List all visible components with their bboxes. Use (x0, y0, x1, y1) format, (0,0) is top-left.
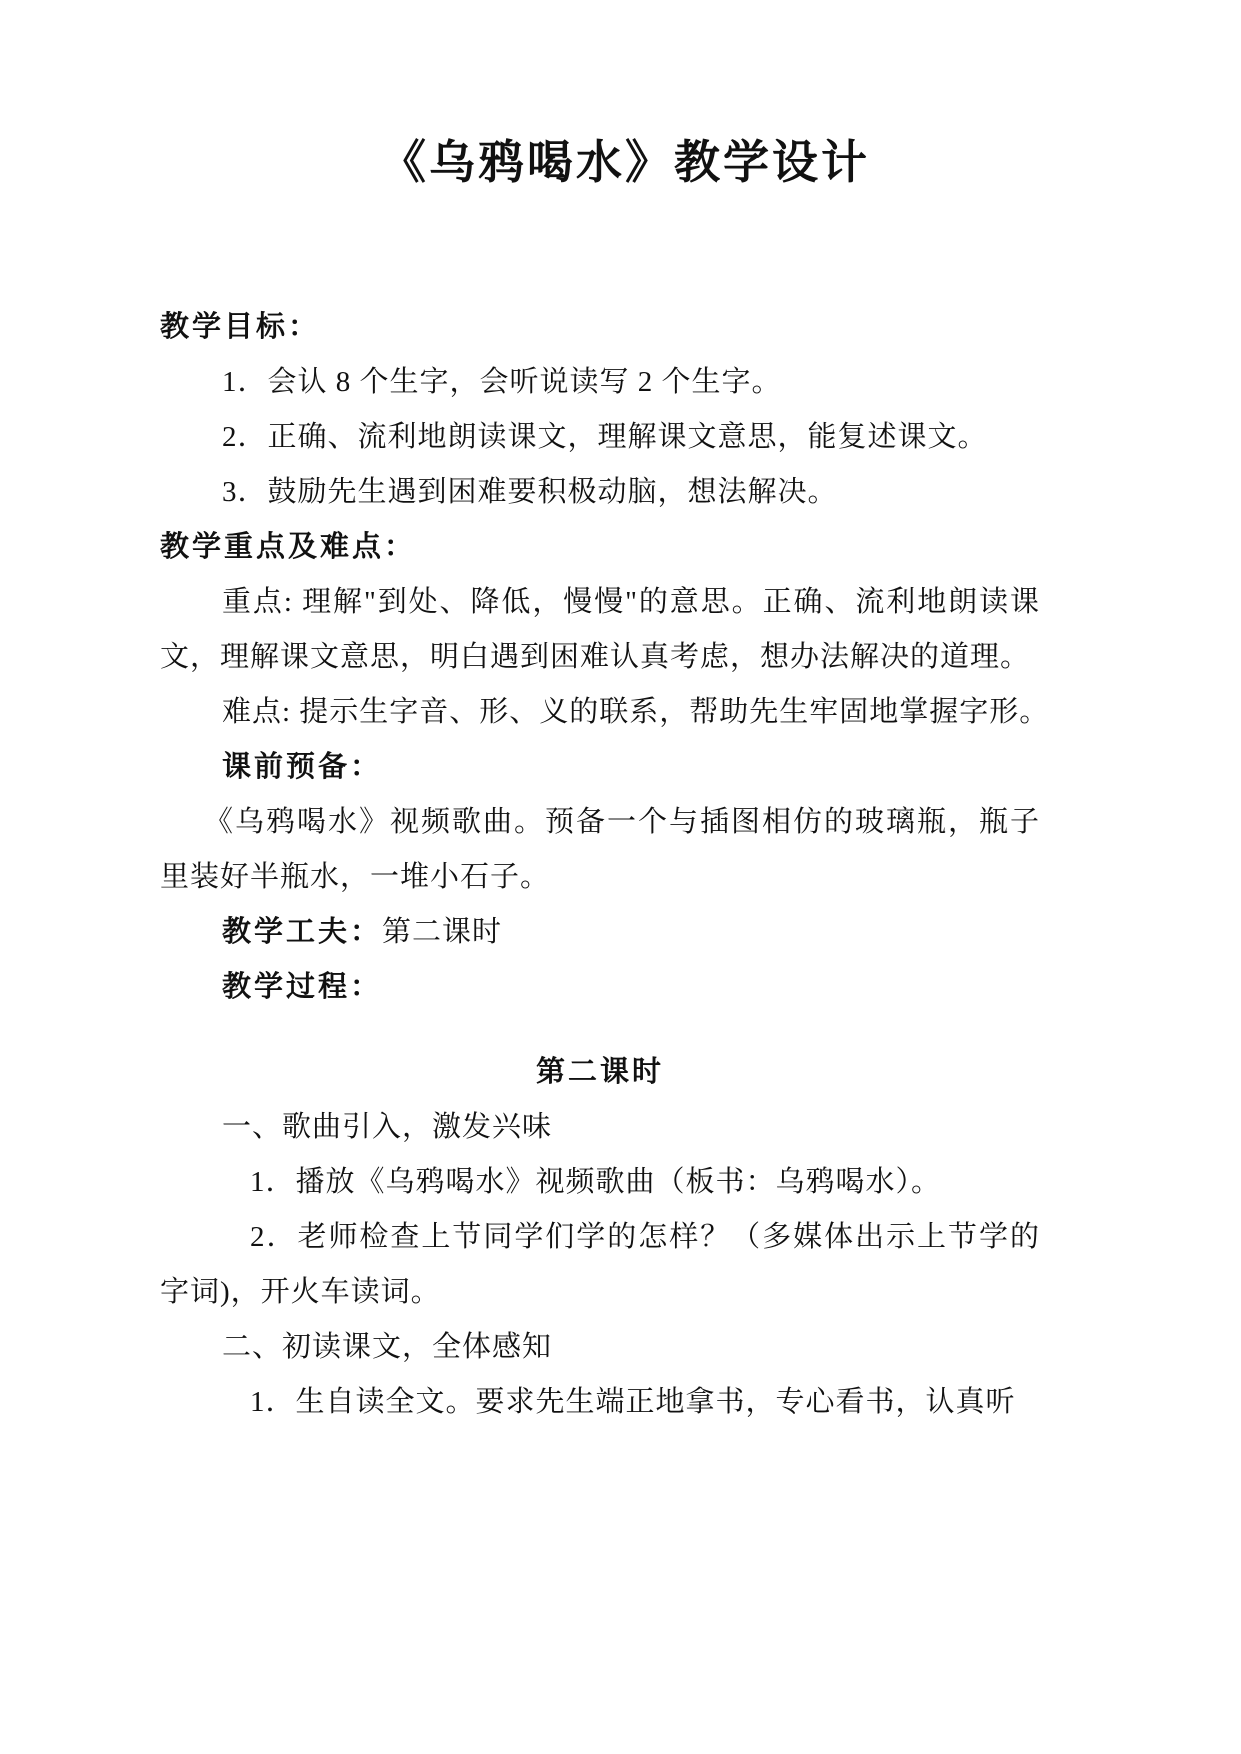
key-point-paragraph: 重点: 理解"到处、降低，慢慢"的意思。正确、流利地朗读课文，理解课文意思，明白遇到困难认真考虑，想办法解决的道理。 (160, 586, 1040, 673)
preparation-paragraph: 《乌鸦喝水》视频歌曲。预备一个与插图相仿的玻璃瓶，瓶子里装好半瓶水，一堆小石子。 (160, 806, 1040, 893)
step-item-3: 1．生自读全文。要求先生端正地拿书，专心看书，认真听 (250, 1386, 1016, 1418)
goal-item-1: 1．会认 8 个生字，会听说读写 2 个生字。 (222, 366, 782, 398)
difficult-point-paragraph: 难点: 提示生字音、形、义的联系，帮助先生牢固地掌握字形。 (222, 696, 1050, 728)
outline-item-1: 一、歌曲引入，激发兴味 (222, 1111, 553, 1143)
lesson-two-heading: 第二课时 (535, 1056, 664, 1088)
document-title: 《乌鸦喝水》教学设计 (380, 137, 870, 188)
teaching-time-line (160, 905, 1040, 960)
teaching-time-value: 第二课时 (382, 916, 503, 948)
section-heading-goals: 教学目标： (160, 311, 321, 343)
section-heading-process: 教学过程： (222, 971, 383, 1003)
document-body (160, 300, 1050, 1430)
step-item-1: 1．播放《乌鸦喝水》视频歌曲（板书：乌鸦喝水）。 (250, 1166, 942, 1198)
goal-item-3: 3．鼓励先生遇到困难要积极动脑，想法解决。 (222, 476, 838, 508)
step-item-2: 2．老师检查上节同学们学的怎样？（多媒体出示上节学的字词)，开火车读词。 (160, 1221, 1040, 1308)
teaching-time-label: 教学工夫： (222, 916, 383, 948)
section-heading-key-points: 教学重点及难点： (160, 531, 417, 563)
goal-item-2: 2．正确、流利地朗读课文，理解课文意思，能复述课文。 (222, 421, 988, 453)
section-heading-preparation: 课前预备： (222, 751, 383, 783)
outline-item-2: 二、初读课文，全体感知 (222, 1331, 553, 1363)
